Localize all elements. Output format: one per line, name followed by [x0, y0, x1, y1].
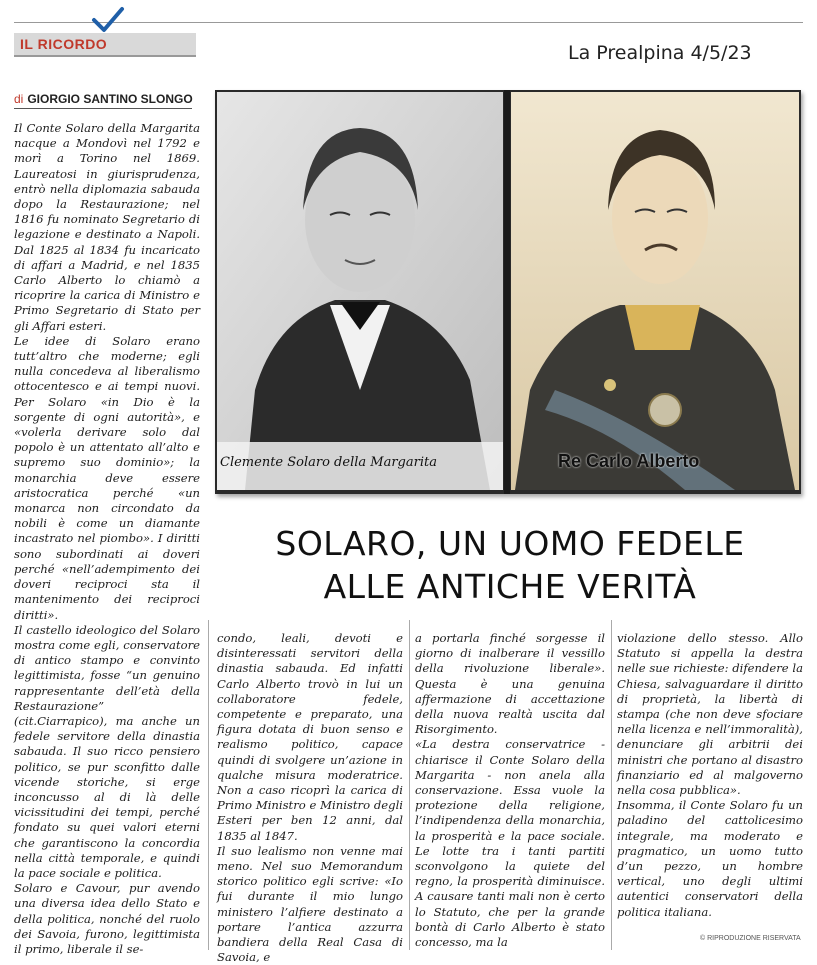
- column-3-text: a portarla finché sorgesse il giorno di inalberare il vessillo della rivoluzione liberale». Questa è una genuina affermazione di accettazione della nuova realtà uscita dal Risorgimento. «La destra conservatrice - chiarisce il Conte Solaro della Margarita - non anela alla conservazione. Essa vuole la protezione della religione, l’indipendenza della monarchia, la prosperità e la pace sociale. Le lotte tra i tanti partiti sconvolgono la quiete del regno, la prosperità diminuisce. A causare tanti mali non è certo lo Statuto, che per la grande bontà di Carlo Alberto è stato concesso, ma la: [415, 631, 605, 950]
- section-label-rule: [14, 55, 196, 57]
- byline-author: GIORGIO SANTINO SLONGO: [27, 92, 193, 106]
- article-column-1: [14, 121, 200, 956]
- newspaper-source: La Prealpina 4/5/23: [568, 42, 752, 64]
- headline-line-1: SOLARO, UN UOMO FEDELE: [275, 524, 745, 563]
- byline-rule: [14, 108, 192, 109]
- headline: [218, 522, 802, 608]
- photo-caption-left: Clemente Solaro della Margarita: [220, 455, 437, 470]
- article-column-4: [617, 631, 803, 931]
- column-2-text: condo, leali, devoti e disinteressati servitori della dinastia sabauda. Ed infatti Carlo Alberto trovò in lui un collaboratore fedele, competente e preparato, una figura dotata di buon senso e realismo politico, capace quindi di svolgere un’azione in qualche misura moderatrice. Non a caso ricoprì la carica di Primo Ministro e Ministro degli Esteri per ben 12 anni, dal 1835 al 1847. Il suo lealismo non venne mai meno. Nel suo Memorandum storico politico egli scrive: «Io fui durante il mio lungo ministero l’alfiere destinato a portare l’antica azzurra bandiera della Real Casa di Savoia, e: [217, 631, 403, 965]
- article-column-2: [217, 631, 403, 965]
- checkmark-icon: [90, 6, 126, 34]
- copyright-notice: © RIPRODUZIONE RISERVATA: [700, 935, 801, 942]
- column-divider: [409, 620, 410, 950]
- photo-caption-right: Re Carlo Alberto: [558, 451, 700, 471]
- column-divider: [611, 620, 612, 950]
- article-photo: [215, 90, 801, 494]
- column-4-text: violazione dello stesso. Allo Statuto si appella la destra nelle sue richieste: difendere la Chiesa, salvaguardare il diritto di proprietà, la libertà di stampa (che non deve sfociare nella licenza e nell’immoralità), denunciare gli arbitrii dei ministri che portano al disastro finanziario ed al malgoverno nella cosa pubblica». Insomma, il Conte Solaro fu un paladino del cattolicesimo integrale, ma moderato e pragmatico, un uomo tutto d’un pezzo, un hombre vertical, uno degli ultimi autentici conservatori della politica italiana.: [617, 631, 803, 919]
- portraits-illustration: [215, 90, 801, 494]
- column-divider: [208, 620, 209, 950]
- byline-prefix: di: [14, 92, 24, 106]
- byline: [14, 92, 193, 106]
- article-column-3: [415, 631, 605, 953]
- section-label: IL RICORDO: [20, 36, 108, 52]
- column-1-text: Il Conte Solaro della Margarita nacque a Mondovì nel 1792 e morì a Torino nel 1869. Laureatosi in giurisprudenza, entrò nella diplomazia sabauda dopo la Restaurazione; nel 1816 fu nominato Segretario di legazione e destinato a Napoli. Dal 1825 al 1834 fu incaricato di affari a Madrid, e nel 1835 Carlo Alberto lo chiamò a ricoprire la carica di Ministro e Primo Segretario di Stato per gli Affari esteri. Le idee di Solaro erano tutt’altro che moderne; egli nulla concedeva al liberalismo ottocentesco e ai tempi nuovi. Per Solaro «in Dio è la sorgente di ogni autorità», e «volerla derivare solo dal popolo è un attentato all’alto e supremo suo dominio»; la monarchia deve essere aristocratica perché «un monarca non circondato da nobili è come un diamante incastrato nel piombo». I diritti sono subordinati ai doveri perché «nell’adempimento dei doveri reciproci sta il mantenimento dei reciproci diritti». Il castello ideologico del Solaro mostra come egli, conservatore di antico stampo e convinto legittimista, fosse “un genuino rappresentante dell’età della Restaurazione” (cit.Ciarrapico), ma anche un fedele servitore della dinastia sabauda. Il suo ricco pensiero politico, se pur sconfitto dalle vicende storiche, si erge inconcusso al di là delle vicissitudini dei tempi, perché fondato su quei valori eterni che garantiscono la concordia nella città temporale, e quindi la pace sociale e politica. Solaro e Cavour, pur avendo una diversa idea dello Stato e della politica, nonché del ruolo dei Savoia, furono, legittimista il primo, liberale il se-: [14, 121, 200, 956]
- top-rule: [14, 22, 803, 23]
- headline-line-2: ALLE ANTICHE VERITÀ: [323, 567, 697, 606]
